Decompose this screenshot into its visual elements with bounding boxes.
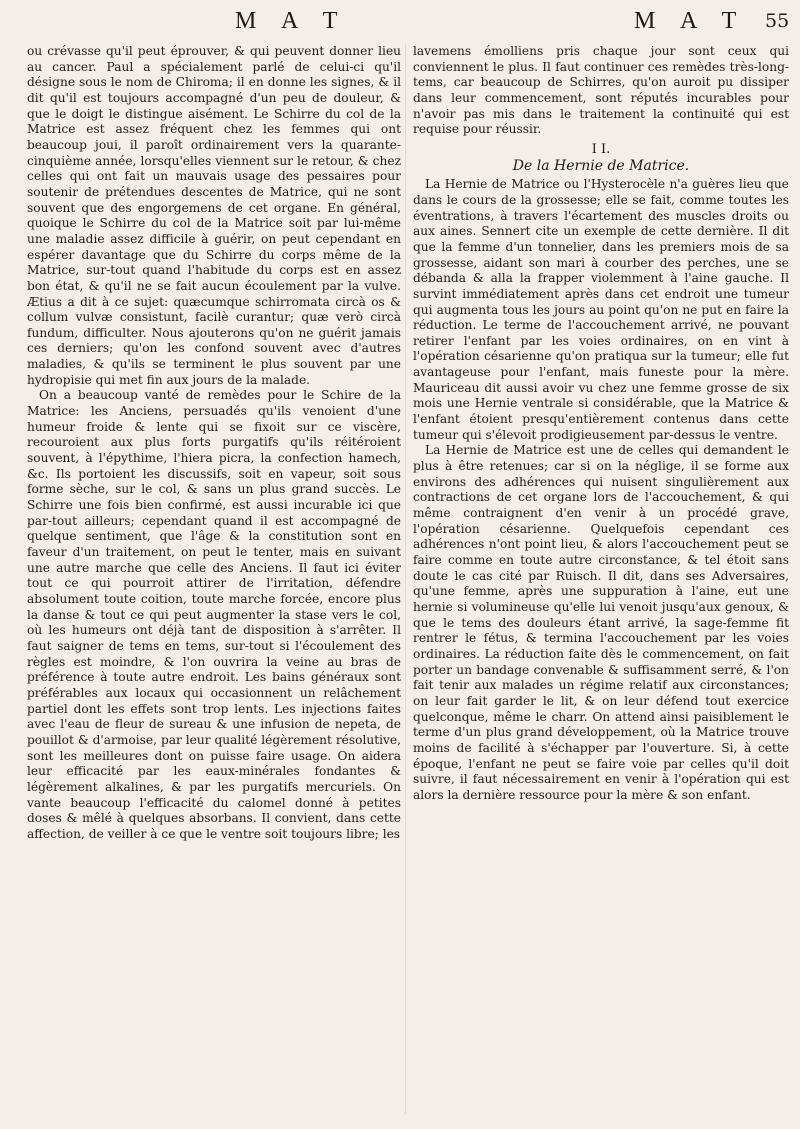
right-running-head: M A T	[634, 8, 747, 34]
left-paragraph-2: On a beaucoup vanté de remèdes pour le Schire de la Matrice: les Anciens, persuadés qu'ils venoient d'une humeur froide & lente qui se fixoit sur ce viscère, recouroient aux plus forts purgatifs qu'ils réitéroient souvent, à l'épythime, l'hiera picra, la confection hamech, &c. Ils portoient les discussifs, soit en vapeur, soit sous forme sèche, sur le col, & sans un plus grand succès. Le Schirre une fois bien confirmé, est aussi incurable ici que par-tout ailleurs; cependant quand il est accompagné de quelque sentiment, que l'âge & la constitution sont en faveur d'un traitement, on peut le tenter, mais en suivant une autre marche que celle des Anciens. Il faut ici éviter tout ce qui pourroit attirer de l'irritation, défendre absolument toute coition, toute marche forcée, encore plus la danse & tout ce qui peut augmenter la stase vers le col, où les humeurs ont déjà tant de disposition à s'arrêter. Il faut saigner de tems en tems, sur-tout si l'écoulement des règles est moindre, & l'on ouvrira la veine au bras de préférence à toute autre endroit. Les bains généraux sont préférables aux locaux qui occasionnent un relâchement partiel dont les effets sont trop lents. Les injections faites avec l'eau de fleur de sureau & une infusion de nepeta, de pouillot & d'armoise, par leur qualité légèrement résolutive, sont les meilleures dont on puisse faire usage. On aidera leur efficacité par les eaux-minérales fondantes & légèrement alkalines, & par les purgatifs mercuriels. On vante beaucoup l'efficacité du calomel donné à petites doses & mêlé à quelques absorbans. Il convient, dans cette affection, de veiller à ce que le ventre soit toujours libre; les	[27, 388, 401, 841]
page-header	[0, 8, 800, 42]
left-column	[27, 44, 401, 842]
right-paragraph-2: La Hernie de Matrice est une de celles qui demandent le plus à être retenues; car si on la néglige, il se forme aux environs des adhérences qui nuisent singulièrement aux contractions de cet organe lors de l'accouchement, & qui même contraignent d'en venir à un procédé grave, l'opération césarienne. Quelquefois cependant ces adhérences n'ont point lieu, & alors l'accouchement peut se faire comme en toute autre circonstance, & tel étoit sans doute le cas cité par Ruisch. Il dit, dans ses Adversaires, qu'une femme, après une suppuration à l'aine, eut une hernie si volumineuse qu'elle lui venoit jusqu'aux genoux, & que le tems des douleurs étant arrivé, la sage-femme fit rentrer le fétus, & termina l'accouchement par les voies ordinaires. La réduction faite dès le commencement, on fait porter un bandage convenable & suffisamment serré, & l'on fait tenir aux malades un régime relatif aux circonstances; on leur fait garder le lit, & on leur défend tout exercice quelconque, même le charr. On attend ainsi paisiblement le terme d'un plus grand développement, où la Matrice trouve moins de facilité à s'échapper par l'ouverture. Si, à cette époque, l'enfant ne peut se faire voie par celles qu'il doit suivre, il faut nécessairement en venir à l'opération qui est alors la dernière ressource pour la mère & son enfant.	[413, 443, 789, 802]
left-paragraph-1: ou crévasse qu'il peut éprouver, & qui peuvent donner lieu au cancer. Paul a spécialement parlé de celui-ci qu'il désigne sous le nom de Chiroma; il en donne les signes, & il dit qu'il est toujours accompagné d'un peu de douleur, & que le doigt le distingue aisément. Le Schirre du col de la Matrice est assez fréquent chez les femmes qui ont beaucoup joui, il paroît ordinairement vers la quarante-cinquième année, lorsqu'elles viennent sur le retour, & chez celles qui ont fait un mauvais usage des pessaires pour soutenir de prétendues descentes de Matrice, qui ne sont souvent que des engorgemens de cet organe. En général, quoique le Schirre du col de la Matrice soit par lui-même une maladie assez difficile à guérir, on peut cependant en espérer davantage que du Schirre du corps même de la Matrice, sur-tout quand l'habitude du corps est en assez bon état, & qu'il ne se fait aucun écoulement par la vulve. Ætius a dit à ce sujet: quæcumque schirromata circà os & collum vulvæ consistunt, facilè curantur; quæ verò circà fundum, difficulter. Nous ajouterons qu'on ne guérit jamais ces derniers; qu'on les confond souvent avec d'autres maladies, & qu'ils se terminent le plus souvent par une hydropisie qui met fin aux jours de la malade.	[27, 44, 401, 387]
section-title: De la Hernie de Matrice.	[512, 157, 690, 174]
column-gutter	[405, 44, 406, 1114]
page-number: 55	[765, 10, 790, 32]
right-intro-paragraph: lavemens émolliens pris chaque jour sont ceux qui conviennent le plus. Il faut continuer ces remèdes très-long-tems, car beaucoup de Schirres, qu'on auroit pu dissiper dans leur commencement, sont réputés incurables pour n'avoir pas mis dans le traitement la continuité qui est requise pour réussir.	[413, 44, 789, 137]
left-running-head: M A T	[235, 8, 348, 34]
right-paragraph-1: La Hernie de Matrice ou l'Hysterocèle n'a guères lieu que dans le cours de la grossesse; elle se fait, comme toutes les éventrations, à travers l'écartement des muscles droits ou aux aines. Sennert cite un exemple de cette dernière. Il dit que la femme d'un tonnelier, dans les premiers mois de sa grossesse, aidant son mari à courber des perches, une se débanda & alla la frapper violemment à l'aine gauche. Il survint immédiatement après dans cet endroit une tumeur qui augmenta tous les jours au point qu'on ne put en faire la réduction. Le terme de l'accouchement arrivé, ne pouvant retirer l'enfant par les voies ordinaires, on en vint à l'opération césarienne qu'on pratiqua sur la tumeur; elle fut avantageuse pour l'enfant, mais funeste pour la mère. Mauriceau dit aussi avoir vu chez une femme grosse de six mois une Hernie ventrale si considérable, que la Matrice & l'enfant étoient presqu'entièrement contenus dans cette tumeur qui s'élevoit prodigieusement par-dessus le ventre.	[413, 177, 789, 442]
right-column	[413, 44, 789, 804]
section-number: I I.	[591, 141, 611, 157]
